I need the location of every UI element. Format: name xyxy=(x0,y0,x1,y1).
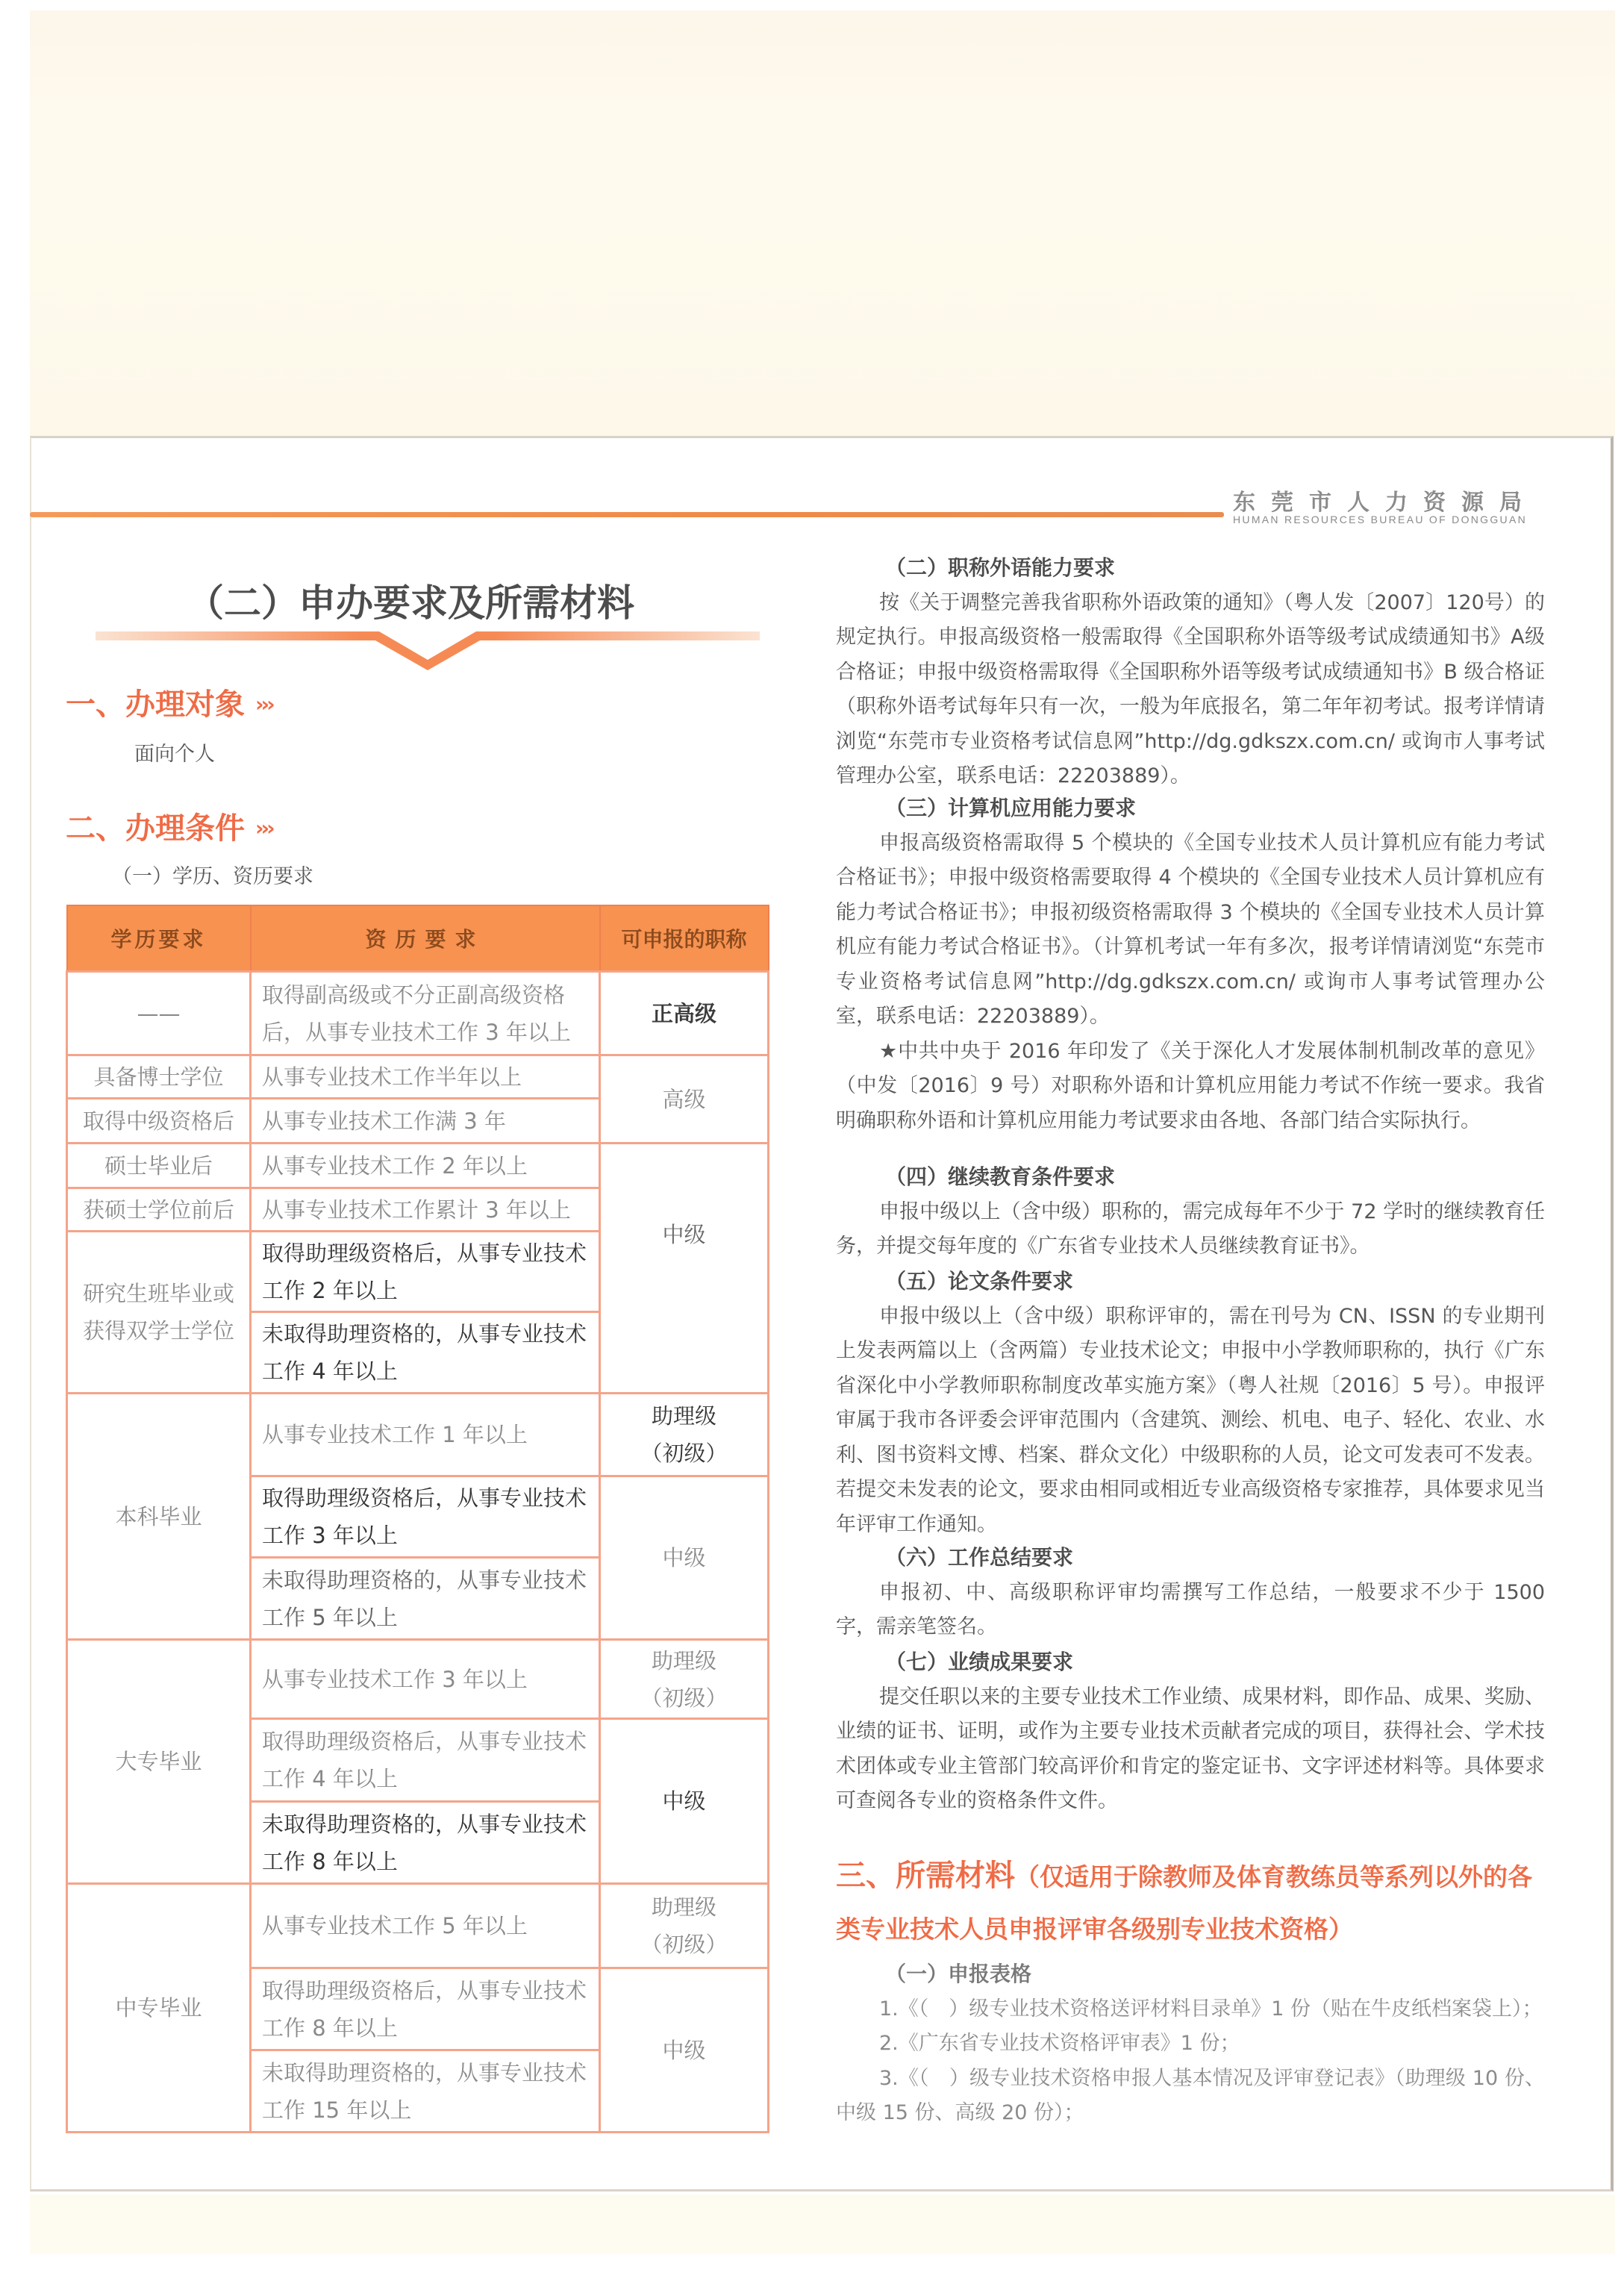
paragraph: 提交任职以来的主要专业技术工作业绩、成果材料，即作品、成果、奖励、业绩的证书、证明，或作为主要专业技术贡献者完成的项目，获得社会、学术技术团体或专业主管部门较高评价和肯定的鉴定证书、文字评述材料等。具体要求可查阅各专业的资格条件文件。 xyxy=(836,1685,1545,1812)
paragraph: 申报高级资格需取得 5 个模块的《全国专业技术人员计算机应有能力考试合格证书》；申报中级资格需要取得 4 个模块的《全国专业技术人员计算机应有能力考试合格证书》；申报初级资格需取得 3 个模块的《全国专业技术人员计算机应有能力考试合格证书》。（计算机考试一年有多次，报考详情请浏览“东莞市专业资格考试信息网”http://dg.gdkszx.com.cn/ 或询市人事考试管理办公室，联系电话：22203889）。 xyxy=(836,831,1545,1028)
chevrons-icon: ››› xyxy=(255,692,272,717)
title-cell: 正高级 xyxy=(600,972,769,1055)
experience-cell: 未取得助理资格的，从事专业技术工作 15 年以上 xyxy=(251,2050,600,2133)
application-forms-section xyxy=(836,1957,1545,2131)
chevrons-icon: ››› xyxy=(255,816,272,840)
title-cell: 助理级（初级） xyxy=(600,1394,769,1476)
education-cell: 大专毕业 xyxy=(67,1640,251,1884)
education-cell: 具备博士学位 xyxy=(67,1055,251,1099)
section-heading-text: 一、办理对象 xyxy=(66,687,245,722)
table-header-row xyxy=(67,905,769,972)
target-audience-text: 面向个人 xyxy=(134,743,215,766)
table-row xyxy=(67,972,769,1055)
title-cell: 中级 xyxy=(600,1968,769,2133)
subsection-title: （一）申报表格 xyxy=(885,1962,1032,1986)
experience-cell: 取得助理级资格后，从事专业技术工作 2 年以上 xyxy=(251,1232,600,1312)
page-title: （二）申办要求及所需材料 xyxy=(187,581,634,625)
education-cell: 硕士毕业后 xyxy=(67,1144,251,1188)
title-cell: 中级 xyxy=(600,1476,769,1640)
scan-background-top xyxy=(30,10,1615,436)
subsection-title: （二）职称外语能力要求 xyxy=(885,555,1116,580)
list-item: 1.《（ ）级专业技术资格送评材料目录单》1 份（贴在牛皮纸档案袋上）； xyxy=(879,1997,1543,2021)
education-cell: 取得中级资格后 xyxy=(67,1099,251,1144)
table-row xyxy=(67,1055,769,1099)
experience-cell: 未取得助理资格的，从事专业技术工作 8 年以上 xyxy=(251,1802,600,1884)
experience-cell: 从事专业技术工作 5 年以上 xyxy=(251,1884,600,1968)
subsection-title: （三）计算机应用能力要求 xyxy=(885,796,1137,820)
paragraph: 申报中级以上（含中级）职称评审的，需在刊号为 CN、ISSN 的专业期刊上发表两篇以上（含两篇）专业技术论文；申报中小学教师职称的，执行《广东省深化中小学教师职称制度改革实施方案》（粤人社规〔2016〕5 号）。申报评审属于我市各评委会评审范围内（含建筑、测绘、机电、电子、轻化、农业、水利、图书资料文博、档案、群众文化）中级职称的人员，论文可发表可不发表。若提交未发表的论文，要求由相同或相近专业高级资格专家推荐，具体要求见当年评审工作通知。 xyxy=(836,1304,1545,1536)
section-heading-target xyxy=(66,681,272,723)
experience-cell: 取得助理级资格后，从事专业技术工作 8 年以上 xyxy=(251,1968,600,2050)
section-heading-conditions xyxy=(66,805,272,847)
table-row xyxy=(67,1394,769,1476)
table-row xyxy=(67,1884,769,1968)
continuing-education-section xyxy=(836,1160,1545,1264)
org-name-en: HUMAN RESOURCES BUREAU OF DONGGUAN xyxy=(1233,514,1528,525)
qualification-requirements-table xyxy=(66,905,769,2133)
subsection-title: （四）继续教育条件要求 xyxy=(885,1164,1116,1189)
list-item: 3.《（ ）级专业技术资格申报人基本情况及评审登记表》（助理级 10 份、中级 15 份、高级 20 份）； xyxy=(836,2066,1545,2124)
scan-background-bottom xyxy=(30,2194,1615,2254)
paragraph: 申报中级以上（含中级）职称的，需完成每年不少于 72 学时的继续教育任务，并提交每年度的《广东省专业技术人员继续教育证书》。 xyxy=(836,1199,1545,1258)
title-ribbon-decoration xyxy=(96,627,760,672)
education-cell: 本科毕业 xyxy=(67,1394,251,1640)
experience-cell: 从事专业技术工作半年以上 xyxy=(251,1055,600,1099)
subsection-title: （六）工作总结要求 xyxy=(885,1545,1074,1570)
experience-cell: 取得助理级资格后，从事专业技术工作 3 年以上 xyxy=(251,1476,600,1558)
education-cell: 获硕士学位前后 xyxy=(67,1188,251,1232)
materials-heading-note: （仅适用于除教师及体育教练员等系列以外的各类专业技术人员申报评审各级别专业技术资格） xyxy=(836,1862,1532,1944)
experience-cell: 取得副高级或不分正副高级资格后，从事专业技术工作 3 年以上 xyxy=(251,972,600,1055)
experience-cell: 从事专业技术工作满 3 年 xyxy=(251,1099,600,1144)
title-cell: 助理级（初级） xyxy=(600,1640,769,1719)
header-rule xyxy=(30,512,1224,517)
experience-cell: 从事专业技术工作 3 年以上 xyxy=(251,1640,600,1719)
column-header-experience: 资历要求 xyxy=(251,905,600,972)
subsection-title: （五）论文条件要求 xyxy=(885,1269,1074,1294)
subsection-title: （七）业绩成果要求 xyxy=(885,1650,1074,1674)
title-cell: 高级 xyxy=(600,1055,769,1144)
paragraph: 申报初、中、高级职称评审均需撰写工作总结，一般要求不少于 1500 字，需亲笔签名。 xyxy=(836,1580,1545,1638)
section-heading-materials xyxy=(836,1850,1552,1956)
table-row xyxy=(67,1640,769,1719)
title-cell: 中级 xyxy=(600,1719,769,1884)
education-cell: 中专毕业 xyxy=(67,1884,251,2133)
thesis-section xyxy=(836,1264,1545,1542)
column-header-education: 学历要求 xyxy=(67,905,251,972)
table-row xyxy=(67,1144,769,1188)
computer-skill-section xyxy=(836,791,1545,1138)
paragraph: 按《关于调整完善我省职称外语政策的通知》（粤人发〔2007〕120号）的规定执行。申报高级资格一般需取得《全国职称外语等级考试成绩通知书》A级合格证；申报中级资格需取得《全国职称外语等级考试成绩通知书》B 级合格证（职称外语考试每年只有一次，一般为年底报名，第二年年初考试。报考详情请浏览“东莞市专业资格考试信息网”http://dg.gdkszx.com.cn/ 或询市人事考试管理办公室，联系电话：22203889）。 xyxy=(836,590,1545,787)
subsection-title-education: （一）学历、资历要求 xyxy=(112,865,313,888)
experience-cell: 未取得助理资格的，从事专业技术工作 4 年以上 xyxy=(251,1312,600,1394)
education-cell: —— xyxy=(67,972,251,1055)
section-heading-text: 二、办理条件 xyxy=(66,811,245,846)
experience-cell: 未取得助理资格的，从事专业技术工作 5 年以上 xyxy=(251,1558,600,1640)
education-cell: 研究生班毕业或获得双学士学位 xyxy=(67,1232,251,1394)
column-header-title: 可申报的职称 xyxy=(600,905,769,972)
work-summary-section xyxy=(836,1541,1545,1645)
list-item: 2.《广东省专业技术资格评审表》1 份； xyxy=(879,2032,1240,2055)
policy-note: ★中共中央于 2016 年印发了《关于深化人才发展体制机制改革的意见》（中发〔2016〕9 号）对职称外语和计算机应用能力考试不作统一要求。我省明确职称外语和计算机应用能力考试要求由各地、各部门结合实际执行。 xyxy=(836,1039,1545,1132)
experience-cell: 从事专业技术工作 2 年以上 xyxy=(251,1144,600,1188)
foreign-language-section xyxy=(836,551,1545,794)
org-name-cn: 东莞市人力资源局 xyxy=(1233,490,1537,516)
achievements-section xyxy=(836,1645,1545,1819)
experience-cell: 从事专业技术工作累计 3 年以上 xyxy=(251,1188,600,1232)
title-cell: 助理级（初级） xyxy=(600,1884,769,1968)
experience-cell: 取得助理级资格后，从事专业技术工作 4 年以上 xyxy=(251,1719,600,1802)
title-cell: 中级 xyxy=(600,1144,769,1394)
experience-cell: 从事专业技术工作 1 年以上 xyxy=(251,1394,600,1476)
materials-heading-main: 三、所需材料 xyxy=(836,1859,1015,1893)
